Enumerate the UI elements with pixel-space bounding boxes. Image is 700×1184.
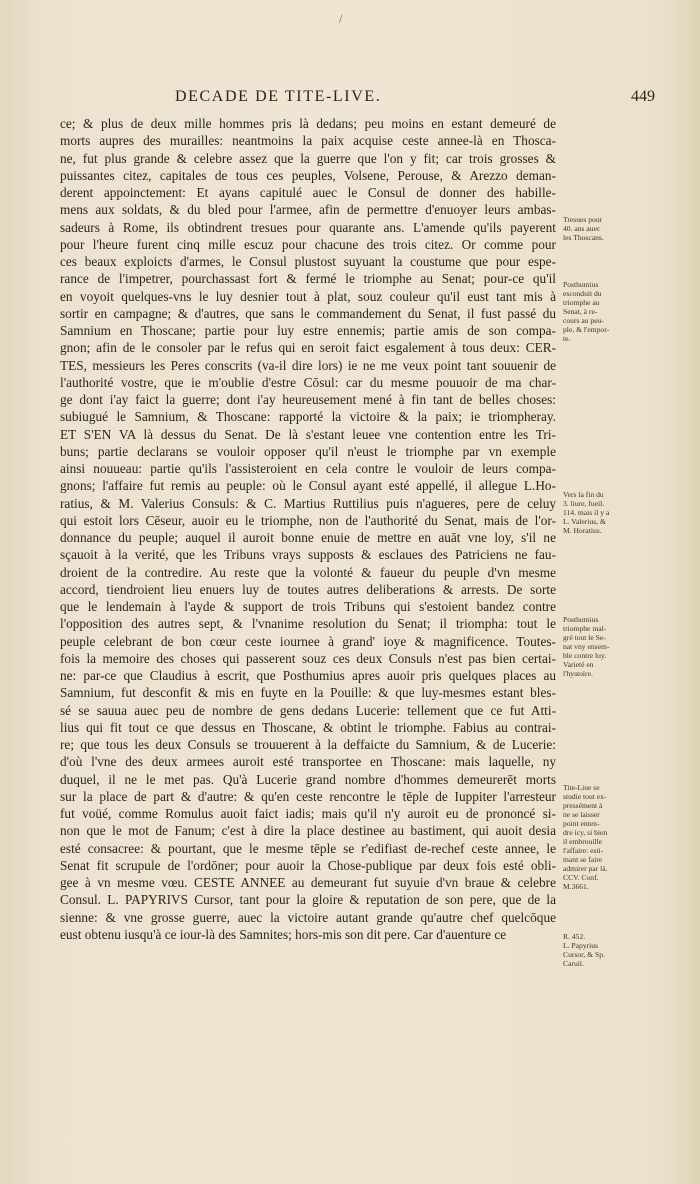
margin-note-line: nat vny ensem-	[563, 642, 610, 651]
text-line: Senat fit scrupule de l'ordōner; pour auoir la Chose-publique par deux fois esté obli-	[60, 857, 556, 873]
margin-note-line: Vers la fin du	[563, 490, 604, 499]
page-mark: /	[339, 14, 343, 25]
margin-note-line: Senat, à re-	[563, 307, 598, 316]
text-line: gnon; afin de le consoler par le refus qui en seroit faict esgalement à tous deux: CER-	[60, 340, 556, 356]
text-line: pour l'heure furent cinq mille escuz pour chacune des trois citez. Or comme pour	[60, 236, 556, 252]
margin-note-line: ple, & l'empor-	[563, 325, 610, 334]
text-line: l'opposition des autres sept, & l'vnanime resolution du Senat; il triompha: tout le	[60, 616, 556, 632]
text-line: que le lendemain à l'ayde & support de trois Tribuns qui s'estoient bandez contre	[60, 599, 556, 614]
margin-note-line: Varieté en	[563, 660, 594, 669]
text-line: eust obtenu iusqu'à ce iour-là des Samnites; hors-mis son dit pere. Car d'auenture ce	[60, 926, 507, 942]
text-line: subiugué le Samnium, & Thoscane: rapporté la victoire & la paix; ie triompheray.	[60, 409, 556, 425]
margin-note-line: esconduit du	[563, 289, 602, 298]
text-line: puissantes citez, capitales de tous ces peuples, Volsene, Perouse, & Arezzo deman-	[60, 167, 556, 183]
text-line: ainsi nouueau: partie qu'ils l'assisteroient en cela contre le vouloir de leurs compa-	[60, 461, 556, 476]
text-line: ce; & plus de deux mille hommes pris là dedans; peu moins en estant demeuré de	[60, 116, 556, 131]
text-line: lius qui fit tout ce que dessus en Thoscane, & obtint le triomphe. Fabius au contrai-	[60, 719, 556, 735]
text-line: peuple celebrant de bon cœur ceste iournee à grand' ioye & magnificence. Toutes-	[60, 633, 556, 649]
text-line: Samnium, fut desconfit & mis en fuyte en la Pouille: & que luy-mesmes estant bles-	[60, 685, 556, 701]
text-line: sé se sauua auec peu de nombre de gens dedans Lucerie: tellement que ce fut Atti-	[60, 702, 556, 718]
margin-note	[563, 932, 673, 968]
text-line: duquel, il ne le met pas. Qu'à Lucerie grand nombre d'hommes demeurerēt morts	[60, 771, 556, 787]
margin-note-line: L. Papyrius	[563, 941, 599, 950]
margin-note-line: 40. ans auec	[563, 224, 601, 233]
margin-note-line: studie tout ex-	[563, 792, 607, 801]
text-line: sur la place de part & d'autre: & qu'en ceste rencontre le tēple de Iuppiter l'arresteur	[60, 788, 556, 804]
margin-note-line: mant se faire	[563, 855, 603, 864]
text-line: ne, fut plus grande & celebre assez que la guerre que l'on y fit; car trois grosses &	[60, 150, 556, 166]
margin-note-line: l'affaire: esti-	[563, 846, 604, 855]
margin-note-line: R. 452.	[563, 932, 586, 941]
text-line: sortir en campagne; & d'autres, que sans le commandement du Senat, il fust passé du	[60, 305, 556, 321]
margin-note-line: les Thoscans.	[563, 233, 604, 242]
margin-note-line: 3. liure, fueil.	[563, 499, 605, 508]
text-line: ratius, & M. Valerius Consuls: & C. Martius Ruttilius puis n'agueres, pere de celuy	[60, 495, 556, 511]
margin-note-line: il embrouille	[563, 837, 603, 846]
text-line: accord, tiendroient lieu enuers luy de toutes autres deliberations & arrests. De sorte	[60, 581, 556, 597]
margin-note-line: M. Horatius.	[563, 526, 602, 535]
text-line: Consul. L. PAPYRIVS Cursor, tant pour la gloire & reputation de son pere, que de la	[60, 892, 556, 908]
text-line: gnons; l'affaire fut remis au peuple: où le Consul ayant esté appellé, il allegue L.Ho-	[60, 478, 556, 494]
margin-note-line: 114. mais il y a	[563, 508, 610, 517]
text-line: ces beaux exploicts d'armes, le Consul plustost suyuant la coustume que pour espe-	[60, 254, 556, 269]
margin-note-line: CCV. Conf.	[563, 873, 599, 882]
text-line: fois la memoire des choses qui passerent souz ces deux Consuls n'est pas bien certai-	[60, 650, 556, 666]
page-number: 449	[631, 88, 655, 105]
text-line: gee à vn mesme vœu. CESTE ANNEE au demeurant fut suyuie d'vn braue & celebre	[60, 875, 556, 890]
margin-note-line: admirer par là.	[563, 864, 608, 873]
margin-note-line: triomphe mal-	[563, 624, 607, 633]
margin-note-line: M.3661.	[563, 882, 589, 891]
margin-note-line: Tresues pour	[563, 215, 603, 224]
margin-note-line: pressément à	[563, 801, 603, 810]
margin-note	[563, 215, 673, 242]
margin-note-line: dre icy, si bien	[563, 828, 608, 837]
margin-note-line: Caruil.	[563, 959, 584, 968]
margin-note-line: triomphe au	[563, 298, 600, 307]
margin-note-line: L. Valerius, &	[563, 517, 606, 526]
text-line: re; que tous les deux Consuls se trouuerent à la deffaicte du Samnium, & de Lucerie:	[60, 737, 556, 752]
text-line: mens aux soldats, & du bled pour l'armee, afin de permettre d'enuoyer leurs ambas-	[60, 202, 556, 218]
text-line: ge dont i'ay faict la guerre; dont i'ay heureusement mené à fin tant de belles choses:	[60, 392, 556, 407]
text-line: esté consacree: & pourtant, que le mesme tēple se r'edifiast de-rechef ceste annee, le	[60, 840, 556, 856]
margin-note-line: Posthumius	[563, 280, 599, 289]
text-line: Samnium en Thoscane; partie pour luy estre ennemis; partie amis de son compa-	[60, 323, 556, 338]
margin-note-line: cours au peu-	[563, 316, 604, 325]
margin-note-line: te.	[563, 334, 571, 343]
text-line: donnance du peuple; auquel il auroit bonne enuie de mettre en auāt vne loy, s'il ne	[60, 530, 556, 545]
text-line: sadeurs à Rome, ils obtindrent tresues pour quarante ans. L'amende qu'ils payerent	[60, 219, 556, 235]
text-line: rance de l'impetrer, pourchassast fort & fermé le triomphe au Senat; pour-ce qu'il	[60, 271, 556, 287]
text-line: ne: par-ce que Claudius à escrit, que Posthumius apres auoir pris quelques places au	[60, 668, 556, 683]
text-line: en voyoit quelques-vns le luy desnier tout à plat, souz couleur qu'il eust tant mis à	[60, 288, 556, 304]
body-text	[60, 115, 556, 943]
text-line: l'authorité vostre, que ie m'oublie d'estre Cōsul: car du mesme pouuoir de ma char-	[60, 374, 556, 390]
text-line: buns; partie declarans se vouloir opposer qu'il n'eust le triomphe par vn exemple	[60, 443, 556, 459]
margin-note-line: Cursor, & Sp.	[563, 950, 605, 959]
margin-note-line: ble contre luy.	[563, 651, 607, 660]
margin-note-line: Posthumius	[563, 615, 599, 624]
text-line: d'où l'vne des deux armees auroit esté transportee en Thoscane: mais laquelle, ny	[60, 754, 556, 770]
running-title: DECADE DE TITE-LIVE.	[175, 88, 382, 105]
margin-note-line: ne se laisser	[563, 810, 600, 819]
text-line: qui estoit lors Cēseur, auoir eu le triomphe, non de l'authorité du Senat, mais de l'or-	[60, 512, 556, 528]
margin-note-line: Tite-Liue se	[563, 783, 600, 792]
text-line: non que le mot de Fanum; c'est à dire la place destinee au bastiment, qui auoit desia	[60, 823, 556, 839]
margin-note	[563, 280, 673, 343]
page-header	[175, 88, 655, 110]
text-line: morts aupres des murailles: neantmoins la paix acquise ceste annee-là en Thoscа-	[60, 133, 556, 149]
margin-note	[563, 615, 673, 678]
text-line: ET S'EN VA là dessus du Senat. De là s'estant leuee vne contention entre les Tri-	[60, 426, 556, 442]
text-line: TES, messieurs les Peres conscrits (va-il dire lors) ie ne me veux point tant souuenir de	[60, 357, 556, 373]
margin-note-line: gré tout le Se-	[563, 633, 606, 642]
margin-note	[563, 783, 673, 891]
margin-note-line: l'hystoire.	[563, 669, 593, 678]
text-line: derent appoinctement: Et ayans capitulé auec le Consul de donner des habille-	[60, 185, 556, 200]
margin-note-line: point enten-	[563, 819, 600, 828]
text-line: sienne: & vne grosse guerre, auec la victoire autant grande qu'autre chef quelcōque	[60, 909, 556, 925]
margin-note	[563, 490, 673, 535]
text-line: droient de la contredire. Au reste que la volonté & faueur du peuple d'vn mesme	[60, 564, 556, 580]
text-line: sçauoit à la verité, que les Tribuns vrays supposts & esclaues des Patriciens ne fau-	[60, 547, 556, 563]
text-line: fut voüé, comme Romulus auoit faict iadis; mais qu'il n'y auroit eu de prononcé si-	[60, 806, 556, 821]
